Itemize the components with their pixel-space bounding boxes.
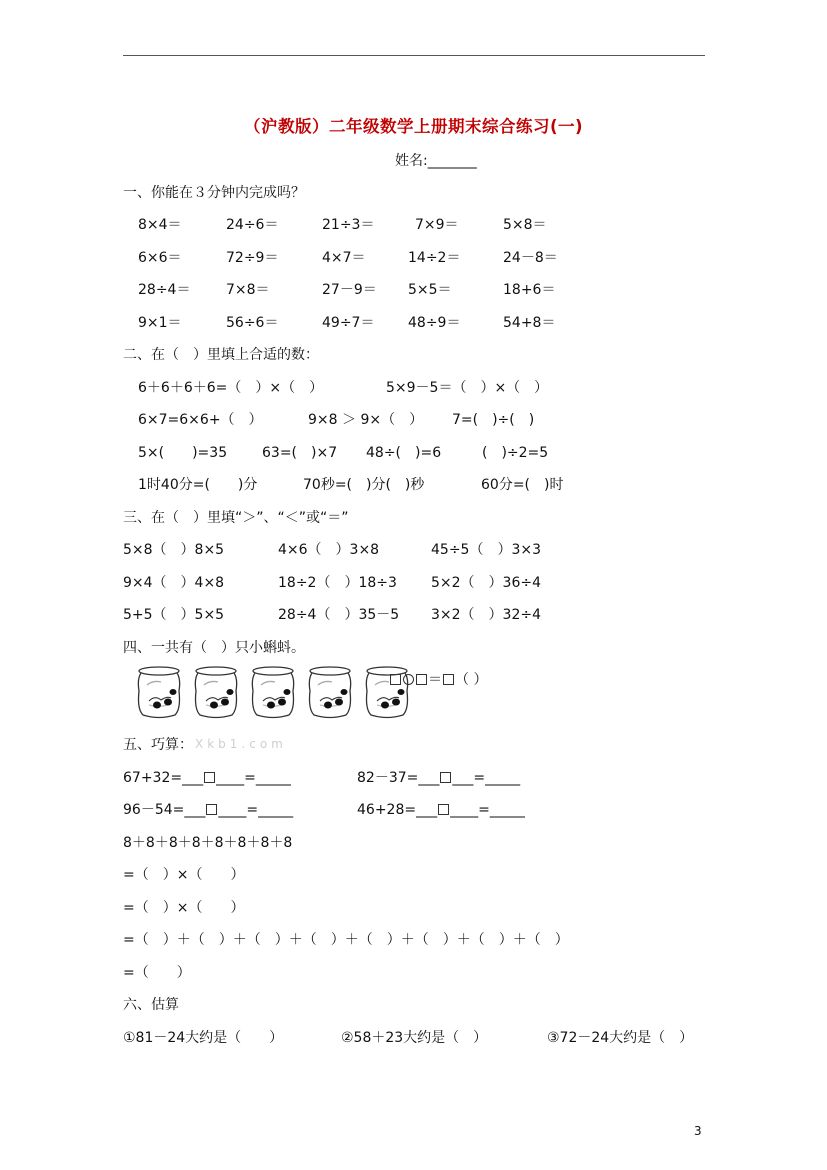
compare-item: 4×6（ ）3×8 xyxy=(278,542,380,558)
problem: 7×8＝ xyxy=(226,282,270,298)
compare-item: 3×2（ ）32÷4 xyxy=(431,607,541,623)
fill-blank-item: 5×9－5＝（ ）×（ ） xyxy=(386,380,549,396)
calc-right: ___=_____ xyxy=(452,770,521,786)
problem: 8×4＝ xyxy=(138,217,182,233)
fill-blank-item: ( )÷2=5 xyxy=(482,445,549,461)
mental-calc-item xyxy=(357,801,525,819)
estimate-item: ②58＋23大约是（ ） xyxy=(341,1030,488,1046)
compare-item: 45÷5（ ）3×3 xyxy=(431,542,541,558)
sum-line-3: =（ ）＋（ ）＋（ ）＋（ ）＋（ ）＋（ ）＋（ ）＋（ ） xyxy=(123,932,569,948)
name-field-label: 姓名:_______ xyxy=(395,153,477,169)
section-5-heading: 五、巧算： xyxy=(123,737,193,753)
fill-blank-item: 70秒=( )分( )秒 xyxy=(303,477,425,493)
problem: 54+8＝ xyxy=(503,315,556,331)
problem: 6×6＝ xyxy=(138,250,182,266)
blank-square-icon xyxy=(443,674,454,685)
problem: 18+6＝ xyxy=(503,282,556,298)
tadpole-equation: ＝ （ ） xyxy=(389,671,487,689)
compare-item: 5+5（ ）5×5 xyxy=(123,607,225,623)
problem: 7×9＝ xyxy=(415,217,459,233)
problem: 24－8＝ xyxy=(503,250,558,266)
operator-box-icon xyxy=(440,772,451,783)
sum-line-4: =（ ） xyxy=(123,965,191,981)
fill-blank-item: 6×7=6×6+（ ） xyxy=(138,412,263,428)
problem: 21÷3＝ xyxy=(322,217,375,233)
calc-left: 46+28=___ xyxy=(357,802,438,818)
blank-square-icon xyxy=(416,674,427,685)
problem: 56÷6＝ xyxy=(226,315,279,331)
problem: 5×5＝ xyxy=(408,282,452,298)
watermark: Xkb1.com xyxy=(195,737,287,751)
compare-item: 5×8（ ）8×5 xyxy=(123,542,225,558)
operator-box-icon xyxy=(204,772,215,783)
section-2-heading: 二、在（ ）里填上合适的数： xyxy=(123,347,319,363)
problem: 24÷6＝ xyxy=(226,217,279,233)
section-1-heading: 一、你能在３分钟内完成吗？ xyxy=(123,185,305,201)
unit-blank: （ ） xyxy=(455,672,488,688)
problem: 5×8＝ xyxy=(503,217,547,233)
compare-item: 28÷4（ ）35－5 xyxy=(278,607,400,623)
header-rule xyxy=(123,55,705,56)
mental-calc-item xyxy=(123,769,291,787)
fill-blank-item: 60分=( )时 xyxy=(481,477,564,493)
section-6-heading: 六、估算 xyxy=(123,997,179,1013)
problem: 14÷2＝ xyxy=(408,250,461,266)
fill-blank-item: 7=( )÷( ) xyxy=(452,412,535,428)
mental-calc-item xyxy=(123,801,293,819)
calc-right: ____=_____ xyxy=(450,802,525,818)
fill-blank-item: 6＋6＋6＋6=（ ）×（ ） xyxy=(138,380,324,396)
estimate-item: ③72－24大约是（ ） xyxy=(547,1030,694,1046)
problem: 27－9＝ xyxy=(322,282,377,298)
problem: 9×1＝ xyxy=(138,315,182,331)
calc-left: 82－37=___ xyxy=(357,770,440,786)
section-4-heading: 四、一共有（ ）只小蝌蚪。 xyxy=(123,640,305,656)
compare-item: 9×4（ ）4×8 xyxy=(123,575,225,591)
operator-box-icon xyxy=(206,804,217,815)
mental-calc-item xyxy=(357,769,520,787)
sum-line-2: =（ ）×（ ） xyxy=(123,900,245,916)
operator-box-icon xyxy=(438,804,449,815)
problem: 49÷7＝ xyxy=(322,315,375,331)
calc-right: ____=_____ xyxy=(218,802,294,818)
compare-item: 18÷2（ ）18÷3 xyxy=(278,575,397,591)
calc-left: 67+32=___ xyxy=(123,770,204,786)
blank-square-icon xyxy=(390,674,401,685)
fill-blank-item: 1时40分=( )分 xyxy=(138,477,258,493)
page-title: （沪教版）二年级数学上册期末综合练习(一) xyxy=(243,117,584,136)
page-number: 3 xyxy=(694,1124,702,1138)
fill-blank-item: 9×8 ＞ 9×（ ） xyxy=(308,412,424,428)
tadpole-jars-illustration xyxy=(137,665,412,721)
problem: 4×7＝ xyxy=(322,250,366,266)
problem: 28÷4＝ xyxy=(138,282,191,298)
section-3-heading: 三、在（ ）里填“＞”、“＜”或“＝” xyxy=(123,510,349,526)
problem: 72÷9＝ xyxy=(226,250,279,266)
calc-right: ____=_____ xyxy=(216,770,291,786)
repeated-sum: 8＋8＋8＋8＋8＋8＋8＋8 xyxy=(123,835,293,851)
problem: 48÷9＝ xyxy=(408,315,461,331)
fill-blank-item: 5×( )=35 xyxy=(138,445,228,461)
fill-blank-item: 63=( )×7 xyxy=(262,445,338,461)
sum-line-1: =（ ）×（ ） xyxy=(123,867,245,883)
fill-blank-item: 48÷( )=6 xyxy=(366,445,442,461)
operator-circle-icon xyxy=(403,674,414,685)
estimate-item: ①81－24大约是（ ） xyxy=(123,1030,284,1046)
compare-item: 5×2（ ）36÷4 xyxy=(431,575,541,591)
calc-left: 96－54=___ xyxy=(123,802,206,818)
